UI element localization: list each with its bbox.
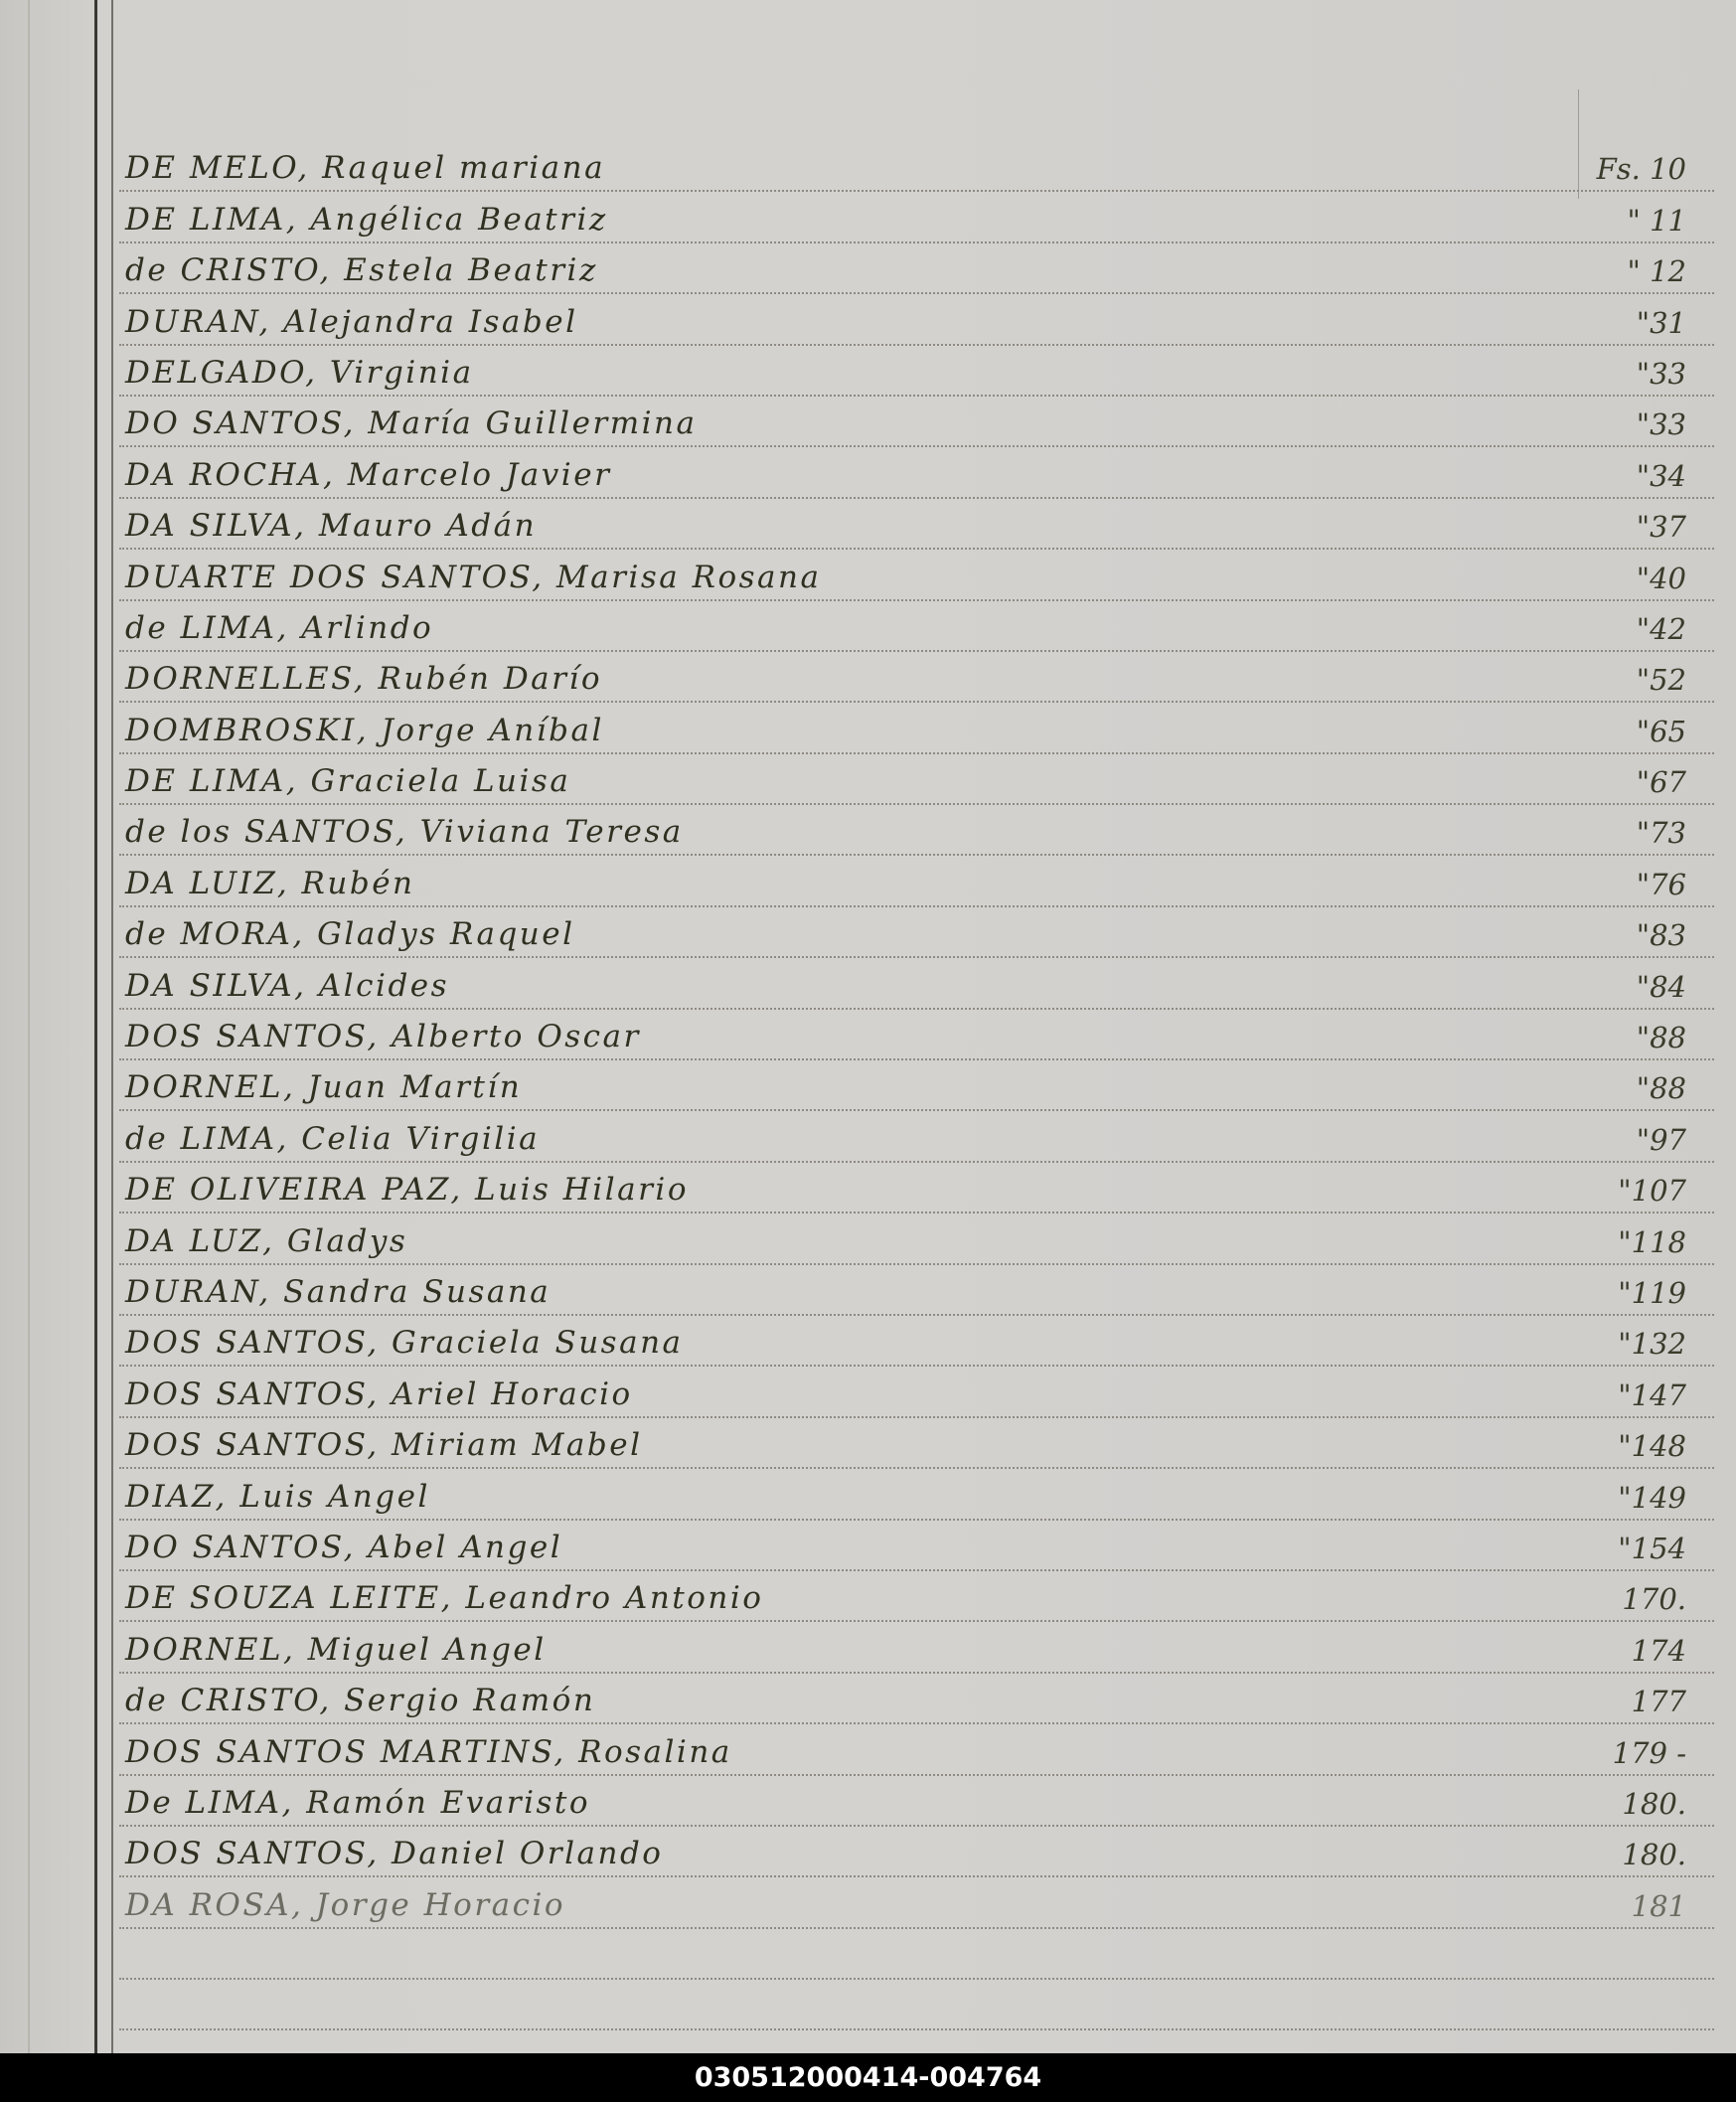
entry-folio: "107	[1618, 1174, 1686, 1209]
entry-name: De LIMA, Ramón Evaristo	[125, 1784, 591, 1821]
entry-name: DOS SANTOS, Miriam Mabel	[125, 1427, 643, 1464]
entry-folio: " 11	[1627, 203, 1686, 238]
entry-name: DURAN, Alejandra Isabel	[125, 303, 578, 340]
ledger-row	[119, 1622, 1714, 1673]
ledger-row	[119, 805, 1714, 856]
entry-name: DORNEL, Juan Martín	[125, 1069, 523, 1106]
entry-name: DE LIMA, Graciela Luisa	[125, 763, 571, 800]
ledger-row	[119, 447, 1714, 498]
entry-name: DE LIMA, Angélica Beatriz	[125, 201, 608, 238]
ledger-row	[119, 1827, 1714, 1877]
entry-folio: "33	[1636, 356, 1686, 391]
entry-folio: 180.	[1622, 1786, 1686, 1821]
ledger-row	[119, 192, 1714, 243]
entry-name: DOS SANTOS, Ariel Horacio	[125, 1375, 633, 1412]
entry-folio: 174	[1631, 1633, 1686, 1668]
ledger-row	[119, 1469, 1714, 1520]
entry-folio: "37	[1636, 510, 1686, 545]
ledger-row-empty	[119, 1980, 1714, 2030]
ledger-row	[119, 601, 1714, 652]
entry-name: DE MELO, Raquel mariana	[125, 150, 606, 187]
entry-name: DA LUIZ, Rubén	[125, 865, 415, 901]
entry-folio: "147	[1618, 1377, 1686, 1412]
ledger-row	[119, 1111, 1714, 1162]
ledger-row	[119, 856, 1714, 906]
entry-name: DA SILVA, Mauro Adán	[125, 508, 538, 545]
entry-folio: 177	[1631, 1685, 1686, 1719]
ledger-row-empty	[119, 1929, 1714, 1980]
entry-folio: "67	[1636, 765, 1686, 800]
entry-folio: "148	[1618, 1429, 1686, 1464]
ledger-row	[119, 499, 1714, 550]
ledger-row	[119, 1163, 1714, 1213]
ledger-row	[119, 1010, 1714, 1060]
entry-name: DOMBROSKI, Jorge Aníbal	[125, 712, 604, 748]
entry-name: de los SANTOS, Viviana Teresa	[125, 814, 684, 851]
ledger-row	[119, 550, 1714, 600]
ledger-row	[119, 397, 1714, 447]
ledger-row	[119, 243, 1714, 294]
entry-name: DA ROCHA, Marcelo Javier	[125, 456, 612, 493]
entry-name: de MORA, Gladys Raquel	[125, 916, 575, 953]
ledger-row	[119, 1674, 1714, 1724]
entry-name: de CRISTO, Sergio Ramón	[125, 1683, 596, 1719]
entry-name: DO SANTOS, Abel Angel	[125, 1529, 563, 1565]
ledger-row	[119, 754, 1714, 805]
ledger-row	[119, 1724, 1714, 1775]
entry-folio: 170.	[1622, 1582, 1686, 1617]
ledger-row	[119, 1265, 1714, 1316]
entry-folio: "31	[1636, 305, 1686, 340]
entry-name: de LIMA, Arlindo	[125, 609, 434, 646]
ledger-row	[119, 1521, 1714, 1571]
ledger-row	[119, 1571, 1714, 1622]
entry-name: DOS SANTOS, Daniel Orlando	[125, 1836, 664, 1872]
entry-folio: "34	[1636, 458, 1686, 493]
entry-name: DOS SANTOS, Graciela Susana	[125, 1325, 684, 1362]
entry-folio: "88	[1636, 1071, 1686, 1106]
entry-folio: "88	[1636, 1021, 1686, 1055]
entry-folio: "83	[1636, 918, 1686, 953]
entry-name: DE SOUZA LEITE, Leandro Antonio	[125, 1580, 764, 1617]
entry-folio: " 12	[1627, 254, 1686, 289]
ledger-row-empty	[119, 2030, 1714, 2053]
entry-folio: "52	[1636, 663, 1686, 698]
ledger-row	[119, 346, 1714, 397]
ledger-row	[119, 1316, 1714, 1367]
entry-name: DORNELLES, Rubén Darío	[125, 661, 603, 698]
margin-rule-inner	[111, 0, 113, 2053]
entry-folio: "132	[1618, 1327, 1686, 1362]
entry-folio: "119	[1618, 1275, 1686, 1310]
entry-folio: "118	[1618, 1224, 1686, 1259]
entry-folio: "76	[1636, 867, 1686, 901]
entry-folio: "65	[1636, 714, 1686, 748]
entry-name: DA SILVA, Alcides	[125, 967, 450, 1004]
entry-folio: 179 -	[1612, 1735, 1686, 1770]
entry-folio: "42	[1636, 611, 1686, 646]
entry-name: de LIMA, Celia Virgilia	[125, 1120, 541, 1157]
ledger-row	[119, 294, 1714, 345]
ledger-row	[119, 1877, 1714, 1928]
ledger-row	[119, 907, 1714, 958]
entry-name: DURAN, Sandra Susana	[125, 1273, 552, 1310]
ledger-row	[119, 1776, 1714, 1827]
ledger-row	[119, 652, 1714, 703]
entry-name: de CRISTO, Estela Beatriz	[125, 252, 598, 289]
entry-name: DA LUZ, Gladys	[125, 1222, 408, 1259]
binding-line	[28, 0, 30, 2053]
entry-name: DO SANTOS, María Guillermina	[125, 405, 698, 442]
entry-folio: "33	[1636, 407, 1686, 442]
entry-folio: "73	[1636, 816, 1686, 851]
margin-rule	[94, 0, 97, 2053]
entry-name: DORNEL, Miguel Angel	[125, 1631, 547, 1668]
entry-folio: "40	[1636, 561, 1686, 595]
entry-folio: "149	[1618, 1480, 1686, 1515]
name-index-list	[119, 141, 1714, 2053]
entry-name: DA ROSA, Jorge Horacio	[125, 1886, 566, 1923]
ledger-row	[119, 958, 1714, 1009]
ledger-row	[119, 1060, 1714, 1111]
entry-folio: 180.	[1622, 1838, 1686, 1872]
document-id-footer: 030512000414-004764	[0, 2053, 1736, 2102]
entry-name: DIAZ, Luis Angel	[125, 1478, 430, 1515]
entry-folio: 181	[1631, 1888, 1686, 1923]
ledger-row	[119, 703, 1714, 753]
entry-folio: "84	[1636, 969, 1686, 1004]
ledger-row	[119, 141, 1714, 192]
entry-name: DE OLIVEIRA PAZ, Luis Hilario	[125, 1172, 690, 1209]
ledger-row	[119, 1367, 1714, 1417]
entry-name: DELGADO, Virginia	[125, 354, 474, 391]
ledger-row	[119, 1418, 1714, 1469]
entry-name: DOS SANTOS, Alberto Oscar	[125, 1019, 641, 1055]
entry-folio: "154	[1618, 1531, 1686, 1565]
entry-name: DUARTE DOS SANTOS, Marisa Rosana	[125, 559, 822, 595]
entry-folio: "97	[1636, 1122, 1686, 1157]
entry-name: DOS SANTOS MARTINS, Rosalina	[125, 1733, 732, 1770]
ledger-row	[119, 1213, 1714, 1264]
entry-folio: Fs. 10	[1596, 152, 1686, 187]
